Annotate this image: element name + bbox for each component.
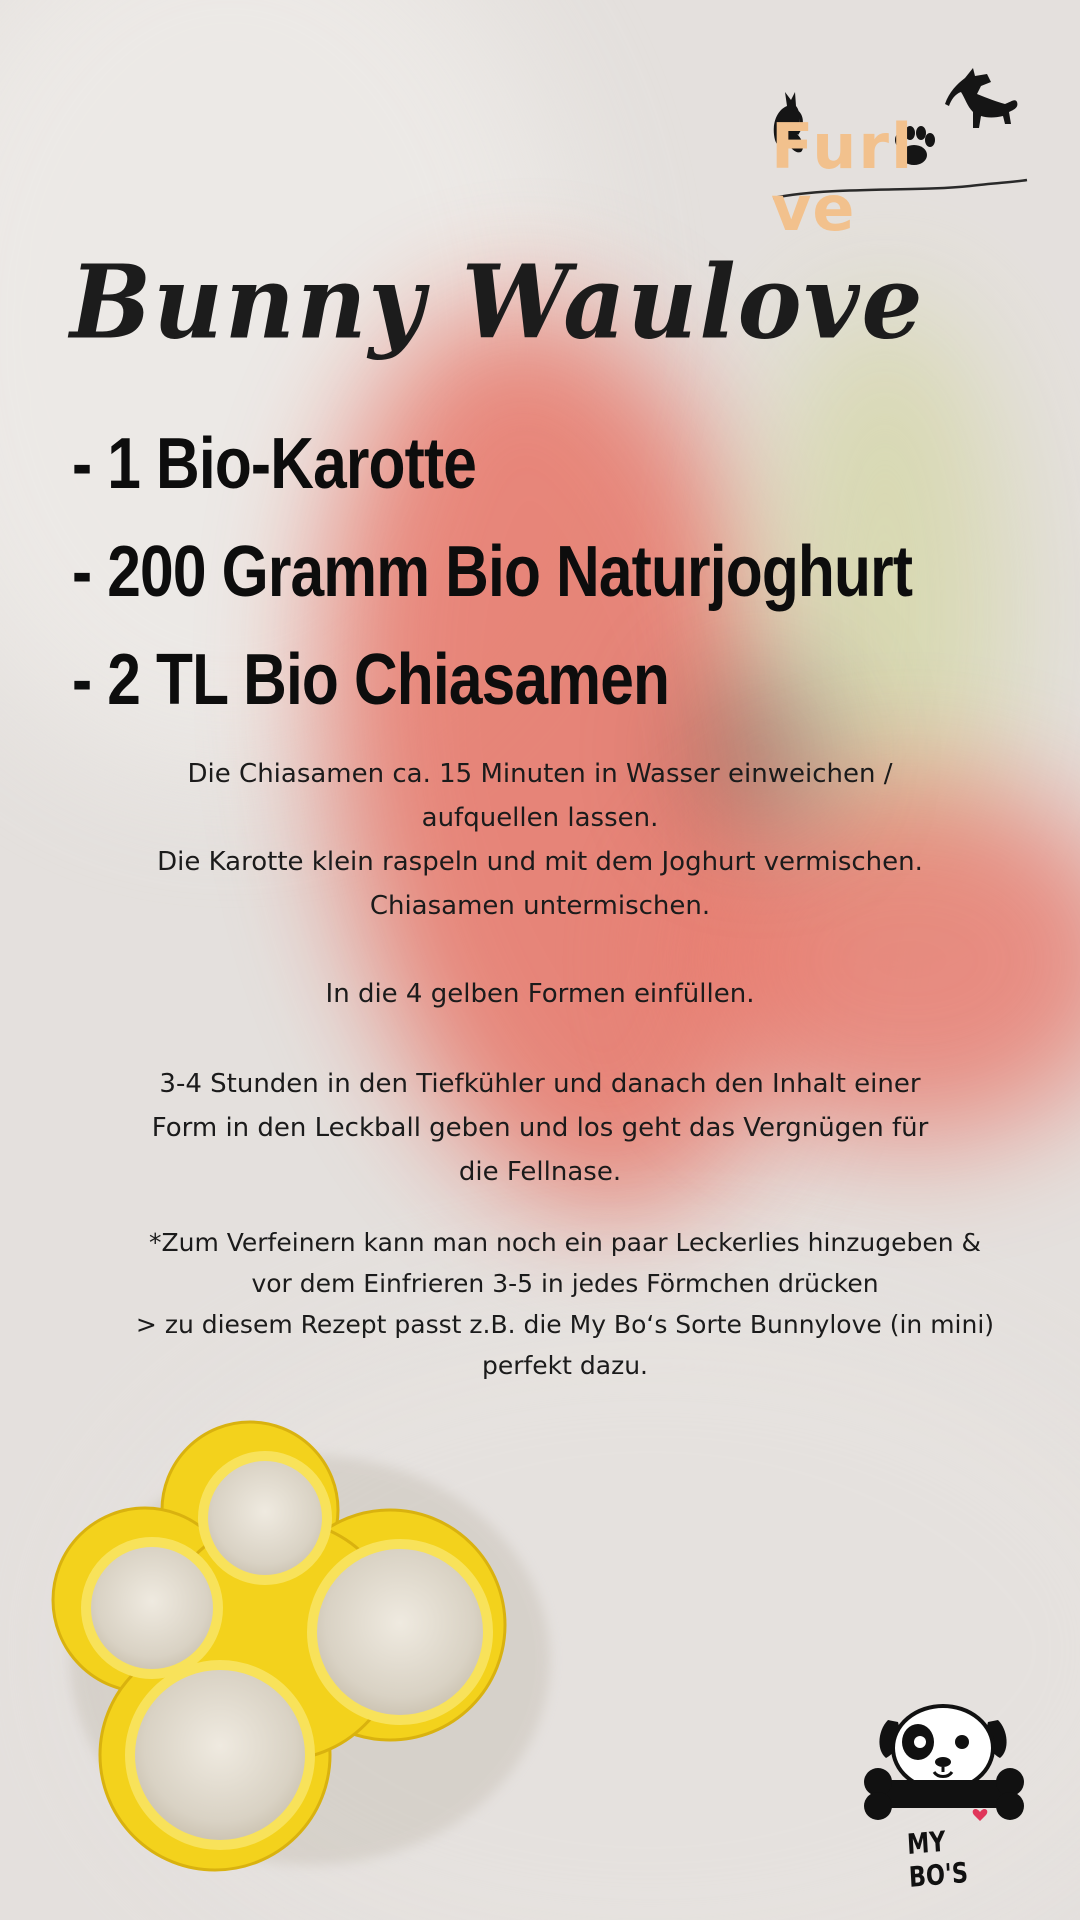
tip-line: *Zum Verfeinern kann man noch ein paar Leckerlies hinzugeben &: [148, 1228, 982, 1257]
heart-icon: [973, 1809, 988, 1821]
instruction-line: aufquellen lassen.: [421, 803, 659, 833]
instruction-line: Die Chiasamen ca. 15 Minuten in Wasser einweichen /: [187, 759, 893, 789]
recipe-title: Bunny Waulove: [70, 243, 925, 362]
instructions-paragraph-2: [40, 972, 1040, 1016]
furlove-logo: [765, 62, 1030, 245]
instruction-line: die Fellnase.: [458, 1157, 622, 1187]
mybos-logo: [858, 1700, 1030, 1894]
instruction-line: Die Karotte klein raspeln und mit dem Joghurt vermischen.: [157, 847, 923, 877]
instructions-paragraph-3: [40, 1062, 1040, 1194]
ingredient-item: - 200 Gramm Bio Naturjoghurt: [72, 532, 913, 612]
instructions-paragraph-1: [40, 752, 1040, 928]
mybos-wordmark: MY BO'S: [906, 1824, 969, 1894]
instruction-line: Form in den Leckball geben und los geht das Vergnügen für: [151, 1113, 929, 1143]
tip-line: perfekt dazu.: [481, 1351, 649, 1380]
instruction-line: 3-4 Stunden in den Tiefkühler und danach den Inhalt einer: [159, 1069, 921, 1099]
yellow-mold-tray-image: [50, 1410, 570, 1884]
ingredient-item: - 1 Bio-Karotte: [72, 424, 477, 504]
brand-wordmark: Furlve: [771, 110, 915, 245]
tip-paragraph: [50, 1222, 1080, 1386]
tip-line: > zu diesem Rezept passt z.B. die My Bo‘s Sorte Bunnylove (in mini): [135, 1310, 995, 1339]
tip-line: vor dem Einfrieren 3-5 in jedes Förmchen drücken: [251, 1269, 879, 1298]
ingredient-list: [72, 410, 1072, 734]
instruction-line: Chiasamen untermischen.: [369, 891, 711, 921]
instruction-line: In die 4 gelben Formen einfüllen.: [325, 979, 755, 1009]
ingredient-item: - 2 TL Bio Chiasamen: [72, 640, 670, 720]
